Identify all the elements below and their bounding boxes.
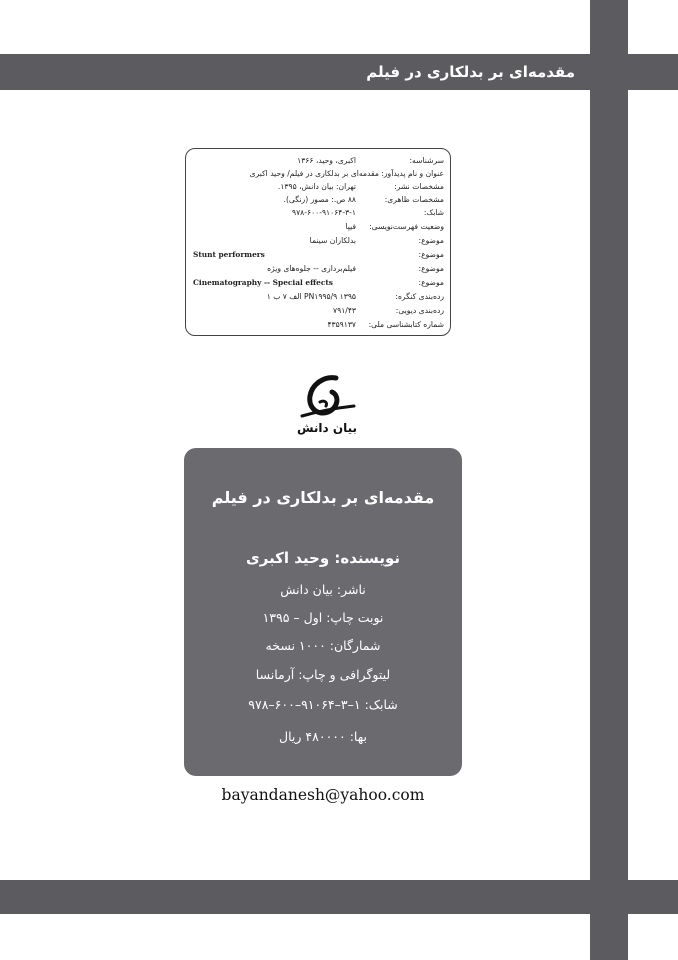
cip-row xyxy=(192,154,444,167)
cip-row xyxy=(192,206,444,219)
cip-label: شماره کتابشناسی ملی: xyxy=(368,320,444,329)
cip-value: فیپا xyxy=(345,222,356,231)
isbn-line: شابک: ۱–۳–۹۱۰۶۴–۶۰۰–۹۷۸ xyxy=(248,697,398,712)
author-line: نویسنده: وحید اکبری xyxy=(245,549,400,567)
book-title: مقدمه‌ای بر بدلکاری در فیلم xyxy=(211,488,435,507)
cip-value: ۴۳۵۹۱۳۷ xyxy=(327,320,356,329)
cip-label: موضوع: xyxy=(418,278,444,287)
edition-line: نوبت چاپ: اول – ۱۳۹۵ xyxy=(262,610,384,625)
cip-row xyxy=(192,290,444,303)
logo-text: بیان دانش xyxy=(296,421,358,435)
cip-value: تهران: بیان دانش، ۱۳۹۵. xyxy=(277,182,356,191)
cip-row xyxy=(192,180,444,193)
cip-row xyxy=(192,262,444,275)
cip-label: موضوع: xyxy=(418,250,444,259)
cip-label: وضعیت فهرست‌نویسی: xyxy=(369,222,444,231)
book-info-box xyxy=(184,448,462,776)
cip-value: اکبری، وحید، ۱۳۶۶ xyxy=(297,156,356,165)
cip-value: عنوان و نام پدیدآور: مقدمه‌ای بر بدلکاری در فیلم/ وحید اکبری xyxy=(249,169,444,178)
cip-label: مشخصات ظاهری: xyxy=(384,195,444,204)
price-line: بها: ۴۸۰۰۰۰ ریال xyxy=(279,729,367,744)
publisher-line: ناشر: بیان دانش xyxy=(280,582,366,597)
cip-label: رده‌بندی کنگره: xyxy=(395,292,444,301)
cip-value: ۹۷۸-۶۰۰-۹۱۰۶۴-۳-۱ xyxy=(292,208,356,217)
cip-value: ۷۹۱/۴۳ xyxy=(333,306,356,315)
cip-value: ۱۳۹۵ ۹/PN۱۹۹۵ الف ۷ ب ۱ xyxy=(266,292,356,301)
cip-value: Cinematography -- Special effects xyxy=(193,278,333,287)
cip-label: رده‌بندی دیویی: xyxy=(395,306,444,315)
cip-row xyxy=(192,248,444,261)
cip-value: فیلم‌برداری -- جلوه‌های ویژه xyxy=(267,264,356,273)
cip-row xyxy=(192,167,444,180)
cip-row xyxy=(192,304,444,317)
cip-value: Stunt performers xyxy=(193,250,265,259)
footer-band xyxy=(0,880,678,914)
cip-row xyxy=(192,318,444,331)
cip-row xyxy=(192,193,444,206)
cataloging-box xyxy=(185,148,451,336)
header-band xyxy=(0,54,678,90)
cip-label: موضوع: xyxy=(418,236,444,245)
printing-line: لیتوگرافی و چاپ: آرمانسا xyxy=(255,667,391,682)
cip-value: ۸۸ ص.: مصور (رنگی). xyxy=(283,195,356,204)
cip-row xyxy=(192,220,444,233)
cip-value: بدلکاران سینما xyxy=(309,236,356,245)
cip-row xyxy=(192,276,444,289)
cip-label: سرشناسه: xyxy=(409,156,444,165)
cip-label: مشخصات نشر: xyxy=(394,182,444,191)
header-title: مقدمه‌ای بر بدلکاری در فیلم xyxy=(366,63,575,81)
cip-row xyxy=(192,234,444,247)
cip-label: موضوع: xyxy=(418,264,444,273)
contact-email: bayandanesh@yahoo.com xyxy=(221,786,425,804)
right-edge-strip xyxy=(590,0,628,960)
cip-label: شابک: xyxy=(423,208,444,217)
circulation-line: شمارگان: ۱۰۰۰ نسخه xyxy=(265,638,381,653)
